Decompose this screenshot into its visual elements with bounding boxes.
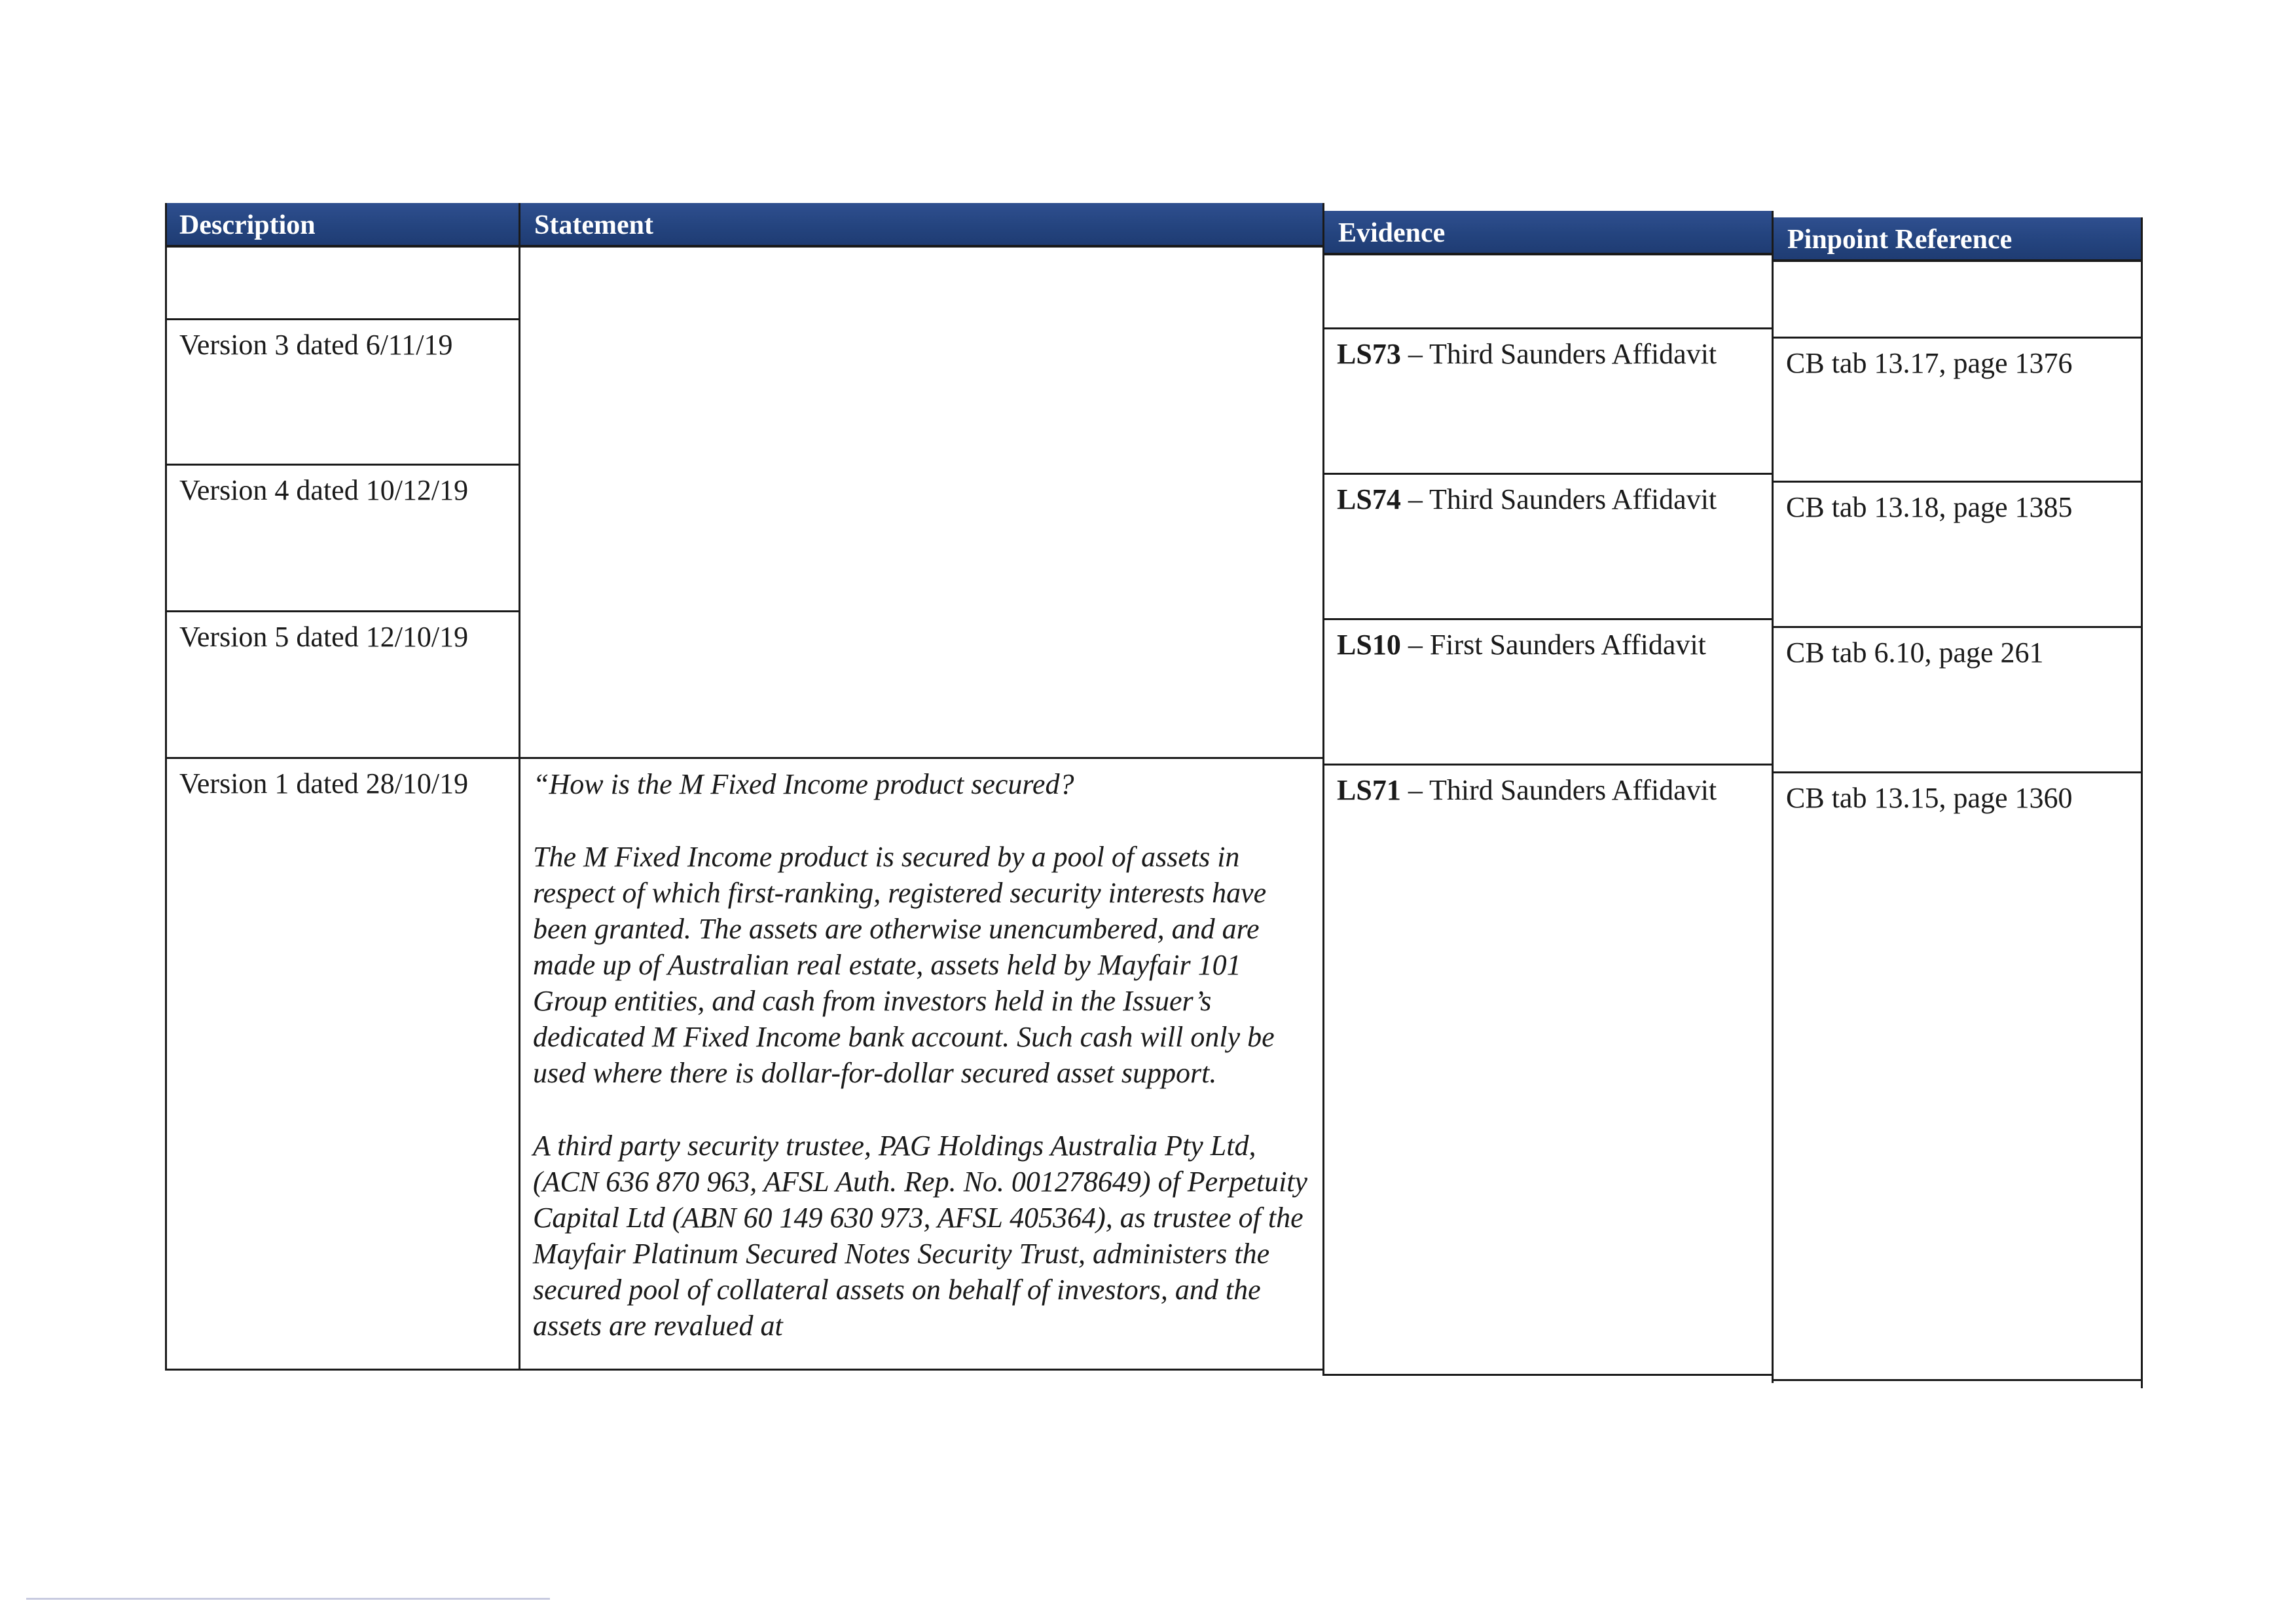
pinpoint-cell: CB tab 13.17, page 1376 bbox=[1786, 347, 2073, 379]
statement-cell bbox=[519, 757, 1322, 1369]
description-cell: Version 4 dated 10/12/19 bbox=[179, 474, 469, 506]
pinpoint-cell: CB tab 6.10, page 261 bbox=[1786, 637, 2044, 669]
evidence-code: LS71 bbox=[1337, 774, 1401, 806]
header-pinpoint-reference: Pinpoint Reference bbox=[1773, 217, 2142, 262]
description-cell: Version 5 dated 12/10/19 bbox=[179, 621, 469, 653]
footer-rule bbox=[26, 1598, 550, 1600]
description-cell: Version 3 dated 6/11/19 bbox=[179, 329, 453, 361]
table-row bbox=[165, 464, 519, 517]
evidence-code: LS73 bbox=[1337, 338, 1401, 370]
evidence-cell bbox=[1322, 473, 1772, 526]
evidence-cell bbox=[1322, 618, 1772, 672]
evidence-text: – First Saunders Affidavit bbox=[1400, 629, 1706, 661]
table-row bbox=[165, 318, 519, 372]
pinpoint-cell: CB tab 13.18, page 1385 bbox=[1786, 491, 2073, 523]
evidence-code: LS10 bbox=[1337, 629, 1401, 661]
table-row bbox=[165, 757, 519, 811]
statement-paragraph: “How is the M Fixed Income product secured? bbox=[533, 768, 1074, 800]
evidence-cell bbox=[1322, 764, 1772, 817]
evidence-code: LS74 bbox=[1337, 483, 1401, 515]
description-cell: Version 1 dated 28/10/19 bbox=[179, 767, 469, 800]
table-border-bottom bbox=[165, 1369, 1324, 1371]
header-statement: Statement bbox=[520, 203, 1324, 248]
evidence-table bbox=[165, 203, 2142, 1369]
table-border-right bbox=[2141, 217, 2143, 1388]
header-description: Description bbox=[165, 203, 520, 248]
table-border-bottom bbox=[1772, 1379, 2142, 1381]
header-evidence: Evidence bbox=[1324, 211, 1773, 255]
statement-paragraph: The M Fixed Income product is secured by a pool of assets in respect of which first-ranking, registered security interests have been granted. The assets are otherwise unencumbered, and are made up of Australian real estate, assets held by Mayfair 101 Group entities, and cash from investors held in the Issuer’s dedicated M Fixed Income bank account. Such cash will only be used where there is dollar-for-dollar secured asset support. bbox=[533, 841, 1275, 1089]
evidence-text: – Third Saunders Affidavit bbox=[1400, 774, 1717, 806]
evidence-text: – Third Saunders Affidavit bbox=[1400, 483, 1717, 515]
evidence-text: – Third Saunders Affidavit bbox=[1400, 338, 1717, 370]
pinpoint-cell: CB tab 13.15, page 1360 bbox=[1786, 782, 2073, 814]
table-border-bottom bbox=[1322, 1374, 1773, 1376]
evidence-cell bbox=[1322, 327, 1772, 381]
statement-paragraph: A third party security trustee, PAG Holdings Australia Pty Ltd, (ACN 636 870 963, AFSL Auth. Rep. No. 001278649) of Perpetuity Capital Ltd (ABN 60 149 630 973, AFSL 405364), as trustee of the Mayfair Platinum Secured Notes Security Trust, administers the secured pool of collateral assets on behalf of investors, and the assets are revalued at bbox=[533, 1130, 1308, 1342]
table-row bbox=[165, 610, 519, 664]
